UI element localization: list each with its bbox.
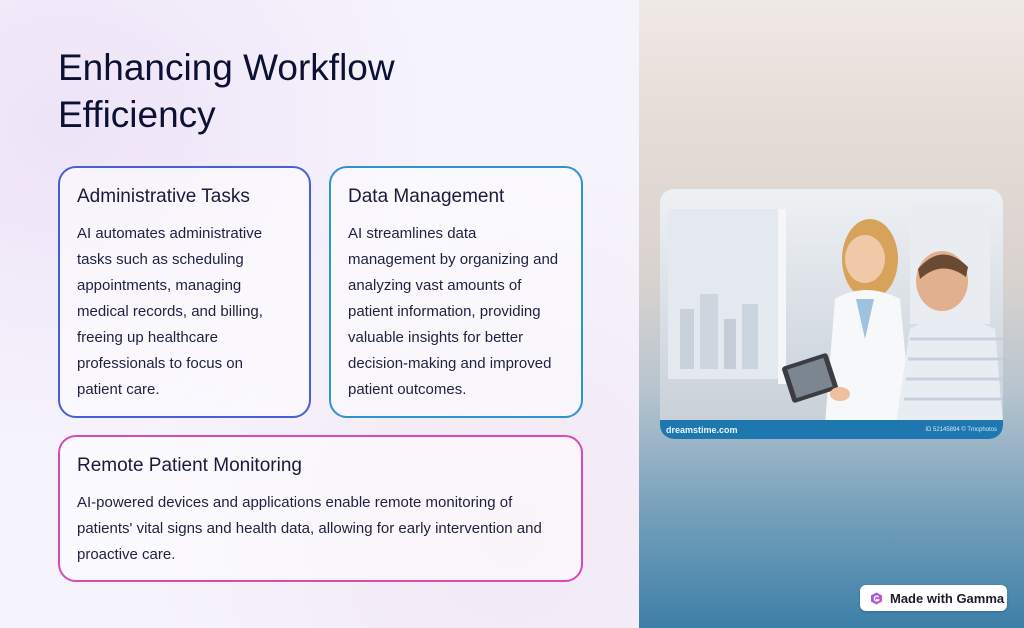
card-heading: Administrative Tasks	[77, 186, 250, 207]
photo-watermark-strip	[660, 420, 1003, 439]
photo-illustration	[660, 189, 1003, 439]
card-body: AI automates administrative tasks such as scheduling appointments, managing medical records, and billing, freeing up healthcare professionals to focus on patient care.	[77, 225, 263, 398]
made-with-gamma-badge[interactable]	[860, 585, 1007, 611]
badge-label: Made with Gamma	[890, 590, 1005, 606]
card-body: AI-powered devices and applications enable remote monitoring of patients' vital signs and health data, allowing for early intervention and proactive care.	[77, 494, 542, 563]
card-administrative-tasks	[58, 166, 311, 418]
doctor-patient-photo	[660, 189, 1003, 439]
card-body: AI streamlines data management by organizing and analyzing vast amounts of patient information, providing valuable insights for better decision-making and improved patient outcomes.	[348, 225, 559, 398]
slide-title: Enhancing Workflow Efficiency	[58, 47, 395, 135]
gamma-logo-icon	[870, 592, 883, 605]
watermark-right: ID 52145894 © Tmcphotos	[925, 426, 997, 433]
card-remote-patient-monitoring	[58, 435, 583, 582]
card-data-management	[329, 166, 583, 418]
watermark-left: dreamstime.com	[666, 424, 738, 435]
card-heading: Remote Patient Monitoring	[77, 455, 302, 476]
card-heading: Data Management	[348, 186, 505, 207]
